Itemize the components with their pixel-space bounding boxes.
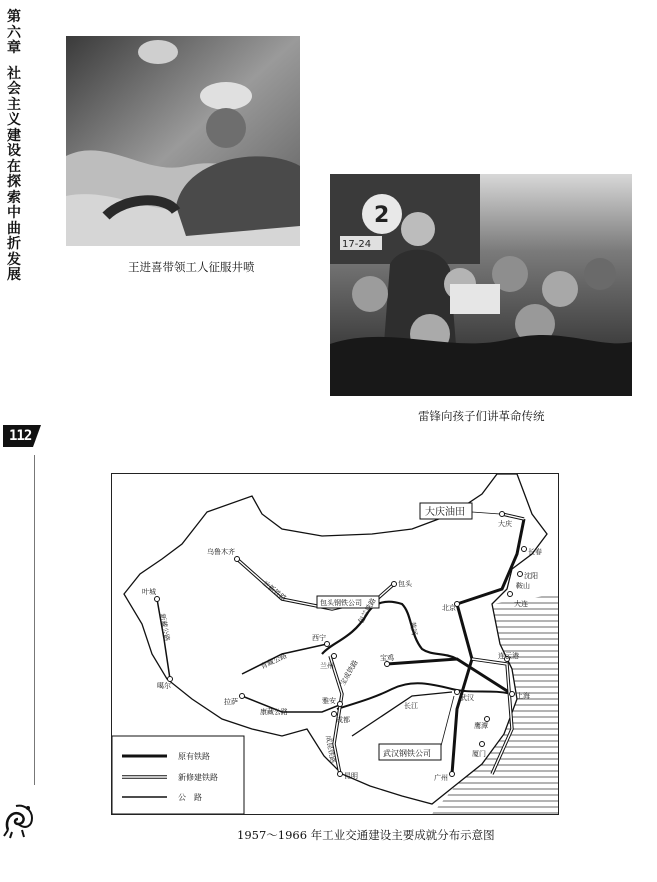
city-daqing: 大庆 [498, 520, 512, 528]
legend-existing-rail: 原有铁路 [178, 752, 210, 761]
route-lanxin: 兰新铁路 [260, 579, 288, 603]
city-xining: 西宁 [312, 634, 326, 642]
city-dalian: 大连 [514, 600, 528, 608]
china-map-svg [112, 474, 558, 814]
city-baotou: 包头 [398, 580, 412, 588]
city-guangzhou: 广州 [434, 774, 448, 782]
photo-wang-jinxi-image [66, 36, 300, 246]
route-yellow-river: 黄河 [408, 620, 419, 637]
city-lanzhou: 兰州 [320, 662, 334, 670]
truck-plate: 17-24 [342, 239, 372, 250]
city-yecheng: 叶城 [142, 588, 156, 596]
baotou-steel-label: 包头钢铁公司 [320, 599, 362, 607]
wuhan-steel-label: 武汉钢铁公司 [383, 749, 431, 758]
photo-caption-2: 雷锋向孩子们讲革命传统 [418, 409, 545, 423]
side-divider-line [34, 455, 35, 785]
route-xinzang: 新藏公路 [158, 612, 171, 642]
photo-wang-jinxi [66, 36, 300, 246]
city-urumqi: 乌鲁木齐 [207, 548, 235, 556]
route-kangzang: 康藏公路 [260, 708, 288, 716]
map-caption: 1957～1966 年工业交通建设主要成就分布示意图 [237, 828, 495, 842]
city-shenyang: 沈阳 [524, 572, 538, 580]
city-changchun: 长春 [528, 548, 542, 556]
chapter-title: 社会主义建设在探索中曲折发展 [7, 65, 21, 283]
city-lianyungang: 连云港 [498, 652, 519, 660]
city-chengdu: 成都 [336, 716, 350, 724]
chapter-number: 第六章 [7, 9, 21, 56]
dragon-ornament-icon [2, 800, 36, 840]
city-shanghai: 上海 [516, 692, 530, 700]
route-chengkun: 成昆铁路 [324, 734, 337, 764]
legend-new-rail: 新修建铁路 [178, 773, 218, 782]
city-gar: 噶尔 [157, 682, 171, 690]
city-wuhan: 武汉 [460, 694, 474, 702]
route-qingzang: 青藏公路 [259, 651, 289, 671]
photo-caption-1: 王进喜带领工人征服井喷 [128, 260, 255, 274]
city-anshan: 鞍山 [516, 582, 530, 590]
daqing-oilfield-label: 大庆油田 [425, 507, 465, 518]
map-figure [111, 473, 559, 815]
city-xiamen: 厦门 [472, 750, 486, 758]
page-number-marker [3, 425, 41, 447]
legend-highway: 公 路 [178, 793, 202, 802]
photo-lei-feng [330, 174, 632, 396]
route-yangtze: 长江 [404, 702, 418, 710]
city-beijing: 北京 [442, 604, 456, 612]
city-yaan: 雅安 [322, 697, 336, 705]
chapter-side-title [6, 10, 22, 284]
svg-text:2: 2 [374, 203, 390, 228]
city-lhasa: 拉萨 [224, 698, 238, 706]
photo-lei-feng-image [330, 174, 632, 396]
map-legend [112, 736, 244, 814]
route-baocheng: 宝成铁路 [338, 658, 360, 687]
city-yingtan: 鹰潭 [474, 722, 488, 730]
city-baoji: 宝鸡 [380, 654, 394, 662]
page-number: 112 [9, 428, 32, 444]
route-baolan: 包兰铁路 [356, 596, 378, 625]
city-kunming: 昆明 [344, 772, 358, 780]
